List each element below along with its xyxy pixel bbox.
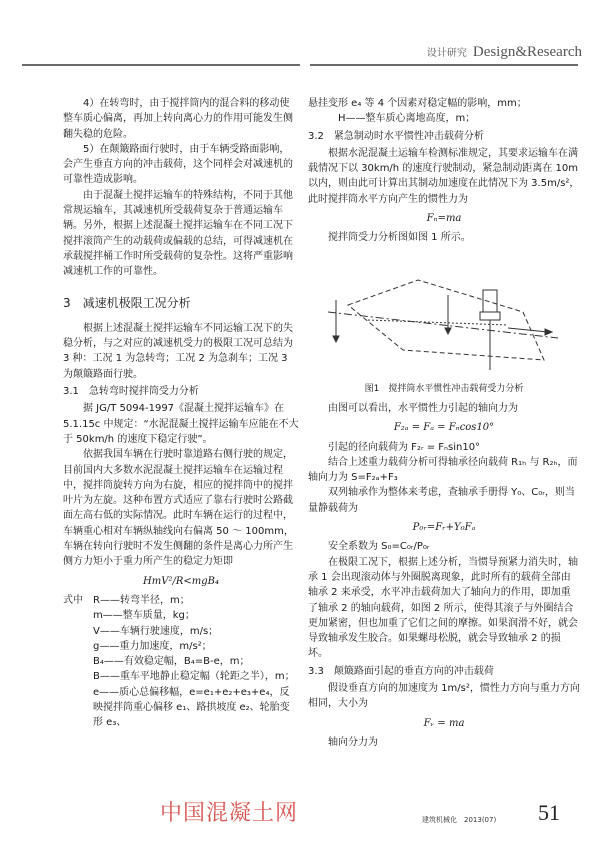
definition-line: B₄——有效稳定幅，B₄=B-e，m； <box>93 656 250 668</box>
definition-line: V——车辆行驶速度，m/s； <box>93 625 219 637</box>
paragraph: 结合上述重力载荷分析可得轴承径向载荷 R₁ₕ 与 R₂ₕ，而轴向力为 S=F₂ₐ+F₃ <box>308 456 578 484</box>
definition-line: B——重车平地静止稳定幅（轮距之半），m； <box>93 671 295 683</box>
definition-line: e——质心总偏移幅，e=e₁+e₂+e₃+e₄，反映搅拌筒重心偏移 e₁、路拱坡度 e₂、轮胎变形 e₃、 <box>93 686 290 729</box>
subsection-heading: 3.1 急转弯时搅拌筒受力分析 <box>63 386 199 398</box>
paragraph: 由图可以看出，水平惯性力引起的轴向力为 <box>328 402 518 414</box>
paragraph: 搅拌筒受力分析图如图 1 所示。 <box>328 232 471 244</box>
paragraph: 据 JG/T 5094-1997《混凝土搅拌运输车》在 5.1.15c 中规定：“水泥混凝土搅拌运输车应能在不大于 50km/h 的速度下稳定行驶”。 <box>63 403 299 445</box>
force-analysis-diagram <box>308 250 580 380</box>
journal-info: 建筑机械化 2013(07) <box>422 816 497 824</box>
paragraph: 引起的径向载荷为 F₂ᵣ = Fₙsin10° <box>328 441 481 453</box>
header-rule-right <box>310 64 578 66</box>
left-column <box>63 96 299 731</box>
section-header <box>427 44 582 61</box>
formula: Fₙ=ma <box>426 213 462 225</box>
paragraph: 5）在颠簸路面行驶时，由于车辆受路面影响，会产生垂直方向的冲击载荷，这个同样会对减速机的可靠性造成影响。 <box>63 143 293 186</box>
formula: Fᵥ = ma <box>423 717 465 729</box>
force-arrows <box>333 295 552 342</box>
right-column <box>308 96 580 750</box>
section-title-en: Design&Research <box>472 44 582 60</box>
paragraph: 根据水泥混凝土运输车检测标准规定，其要求运输车在满载情况下以 30km/h 的速度行驶制动，紧急制动距离在 10m 以内，则由此可计算出其制动加速度在此情况下为 3.5m/s²，此时搅拌筒水平方向产生的惯性力为 <box>308 147 580 205</box>
header-rule-left <box>22 64 300 66</box>
paragraph: 双列轴承作为整体来考虑，查轴承手册得 Y₀、C₀ᵣ，则当量静载荷为 <box>308 487 575 514</box>
formula: HmV²/R<mgB₄ <box>143 575 219 587</box>
definition-line: H——整车质心离地高度，m； <box>338 113 476 125</box>
paragraph: 安全系数为 S₀=C₀ᵣ/P₀ᵣ <box>328 541 430 553</box>
page-header <box>0 0 600 64</box>
section-title-cn: 设计研究 <box>426 48 467 59</box>
paragraph: 在极限工况下，根据上述分析，当惯导预紧力消失时，轴承 1 会出现滚动体与外圈脱离现象，此时所有的载荷全部由轴承 2 来承受，水平冲击载荷加大了轴向力的作用，即加重了轴承 2 的轴向载荷，如图 2 所示，使得其滚子与外圈结合更加紧密，但也加重了它们之间的摩擦。如果润滑不好，就会导致轴承发生胶合。如果螺母松脱，就会导致轴承 2 的损坏。 <box>308 556 578 660</box>
figure-caption: 图1 搅拌筒水平惯性冲击载荷受力分析 <box>364 383 524 394</box>
definition-line: m——整车质量，kg； <box>93 610 195 622</box>
formula: P₀ᵣ=Fᵣ+Y₀Fₐ <box>412 522 476 534</box>
paragraph: 悬挂变形 e₄ 等 4 个因素对稳定幅的影响，mm； <box>308 98 527 109</box>
subsection-heading: 3.3 颠簸路面引起的垂直方向的冲击载荷 <box>308 665 494 677</box>
definition-line: 式中 R——转弯半径，m； <box>63 594 190 606</box>
mixer-drum-outline <box>328 280 558 360</box>
subsection-heading: 3.2 紧急制动时水平惯性冲击载荷分析 <box>308 130 484 142</box>
watermark: 中国混凝土网 <box>160 801 299 826</box>
formula: F₂ₐ = Fₐ = Fₙcos10° <box>393 422 495 434</box>
paragraph: 根据上述混凝土搅拌运输车不同运输工况下的失稳分析，与之对应的减速机受力的极限工况可总结为 3 种：工况 1 为急转弯；工况 2 为急刹车；工况 3 为颠簸路面行驶。 <box>63 322 293 380</box>
paragraph: 4）在转弯时，由于搅拌筒内的混合料的移动使整车质心偏离，再加上转向离心力的作用可能发生侧翻失稳的危险。 <box>63 98 293 140</box>
definition-line: g——重力加速度，m/s²； <box>93 640 212 652</box>
paragraph: 轴向分力为 <box>328 736 378 748</box>
page-number: 51 <box>538 800 560 825</box>
section-heading: 3 减速机极限工况分析 <box>63 295 191 310</box>
paragraph: 依据我国车辆在行驶时靠道路右侧行驶的规定，目前国内大多数水泥混凝土搅拌运输车在运输过程中，搅拌筒旋转方向为右旋，相应的搅拌筒中的搅拌叶片为左旋。这种布置方式适应了靠右行驶时公路截面左高右低的实际情况。此时车辆在运行的过程中，车辆重心相对车辆纵轴线向右偏离 50 ～ 100mm，车辆在转向行驶时不发生侧翻的条件是离心力所产生侧方力矩小于重力所产生的稳定力矩即 <box>63 449 294 568</box>
paragraph: 由于混凝土搅拌运输车的特殊结构，不同于其他常规运输车，其减速机所受载荷复杂于普通运输车辆。另外，根据上述混凝土搅拌运输车在不同工况下搅拌滚筒产生的动载荷或偏载的总结，可得减速机在承载搅拌桶工作时所受载荷的复杂性。这将严重影响减速机工作的可靠性。 <box>63 189 293 278</box>
paragraph: 假设垂直方向的加速度为 1m/s²，惯性力方向与重力方向相同，大小为 <box>308 683 580 710</box>
